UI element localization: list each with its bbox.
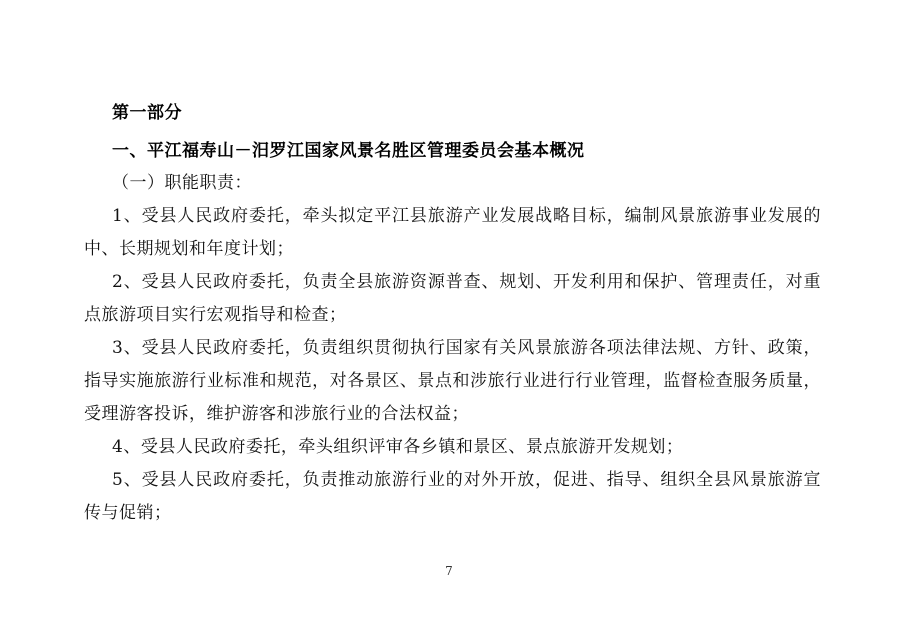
subsection-heading: （一）职能职责： bbox=[112, 173, 252, 193]
paragraph-duty-5: 5、受县人民政府委托，负责推动旅游行业的对外开放，促进、指导、组织全县风景旅游宣传与促销； bbox=[84, 470, 821, 523]
paragraph-duty-1: 1、受县人民政府委托，牵头拟定平江县旅游产业发展战略目标，编制风景旅游事业发展的中、长期规划和年度计划； bbox=[84, 206, 821, 259]
page-number: 7 bbox=[445, 564, 453, 578]
page-footer bbox=[0, 563, 898, 579]
part-heading: 第一部分 bbox=[112, 103, 182, 122]
paragraph-duty-3: 3、受县人民政府委托，负责组织贯彻执行国家有关风景旅游各项法律法规、方针、政策，指导实施旅游行业标准和规范，对各景区、景点和涉旅行业进行行业管理，监督检查服务质量，受理游客投诉，维护游客和涉旅行业的合法权益； bbox=[84, 338, 821, 424]
document-content bbox=[84, 96, 821, 530]
paragraph-duty-2: 2、受县人民政府委托，负责全县旅游资源普查、规划、开发利用和保护、管理责任，对重点旅游项目实行宏观指导和检查； bbox=[84, 272, 821, 325]
section-heading: 一、平江福寿山－汨罗江国家风景名胜区管理委员会基本概况 bbox=[112, 141, 585, 160]
paragraph-duty-4: 4、受县人民政府委托，牵头组织评审各乡镇和景区、景点旅游开发规划； bbox=[112, 437, 684, 457]
